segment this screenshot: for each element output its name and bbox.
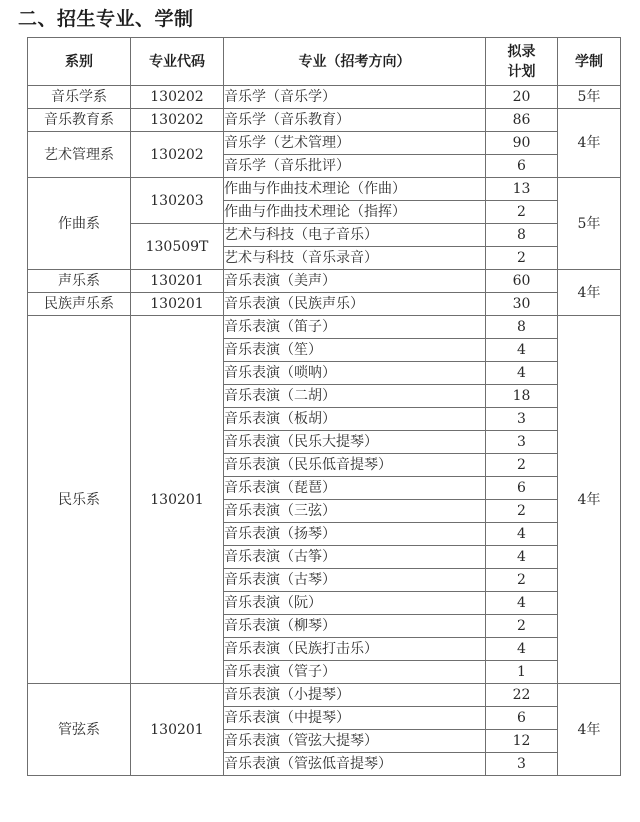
plan-cell: 18	[486, 385, 558, 408]
plan-cell: 86	[486, 109, 558, 132]
plan-cell: 13	[486, 178, 558, 201]
major-cell: 音乐表演（三弦）	[224, 500, 486, 523]
dept-cell: 声乐系	[28, 270, 131, 293]
table-row	[28, 316, 621, 339]
dept-cell: 音乐教育系	[28, 109, 131, 132]
table-row	[28, 132, 621, 155]
code-cell: 130201	[131, 270, 224, 293]
major-cell: 音乐表演（唢呐）	[224, 362, 486, 385]
major-cell: 音乐表演（管弦低音提琴）	[224, 753, 486, 776]
major-cell: 音乐表演（中提琴）	[224, 707, 486, 730]
plan-cell: 30	[486, 293, 558, 316]
plan-cell: 2	[486, 247, 558, 270]
major-cell: 音乐表演（美声）	[224, 270, 486, 293]
header-dept: 系别	[28, 38, 131, 86]
plan-cell: 4	[486, 362, 558, 385]
plan-cell: 1	[486, 661, 558, 684]
major-cell: 音乐学（艺术管理）	[224, 132, 486, 155]
major-cell: 音乐表演（二胡）	[224, 385, 486, 408]
major-cell: 艺术与科技（电子音乐）	[224, 224, 486, 247]
plan-cell: 4	[486, 523, 558, 546]
major-cell: 音乐学（音乐批评）	[224, 155, 486, 178]
code-cell: 130202	[131, 109, 224, 132]
dept-cell: 管弦系	[28, 684, 131, 776]
plan-cell: 4	[486, 638, 558, 661]
table-row	[28, 178, 621, 201]
header-code: 专业代码	[131, 38, 224, 86]
header-plan	[486, 38, 558, 86]
major-cell: 音乐表演（管弦大提琴）	[224, 730, 486, 753]
plan-cell: 4	[486, 339, 558, 362]
major-cell: 音乐表演（古琴）	[224, 569, 486, 592]
header-major: 专业（招考方向）	[224, 38, 486, 86]
table-row	[28, 684, 621, 707]
major-cell: 作曲与作曲技术理论（指挥）	[224, 201, 486, 224]
major-cell: 音乐表演（笛子）	[224, 316, 486, 339]
major-cell: 音乐表演（阮）	[224, 592, 486, 615]
years-cell: 5年	[558, 178, 621, 270]
plan-cell: 4	[486, 546, 558, 569]
years-cell: 4年	[558, 270, 621, 316]
plan-cell: 22	[486, 684, 558, 707]
code-cell: 130201	[131, 293, 224, 316]
code-cell: 130509T	[131, 224, 224, 270]
plan-cell: 2	[486, 201, 558, 224]
years-cell: 5年	[558, 86, 621, 109]
years-cell: 4年	[558, 316, 621, 684]
plan-cell: 6	[486, 155, 558, 178]
plan-cell: 3	[486, 408, 558, 431]
plan-cell: 6	[486, 477, 558, 500]
section-title: 二、招生专业、学制	[18, 8, 194, 30]
table-row	[28, 270, 621, 293]
code-cell: 130203	[131, 178, 224, 224]
major-cell: 音乐表演（民乐大提琴）	[224, 431, 486, 454]
dept-cell: 民乐系	[28, 316, 131, 684]
plan-cell: 2	[486, 615, 558, 638]
plan-cell: 2	[486, 454, 558, 477]
major-cell: 音乐表演（柳琴）	[224, 615, 486, 638]
major-cell: 音乐表演（笙）	[224, 339, 486, 362]
plan-cell: 60	[486, 270, 558, 293]
major-cell: 音乐学（音乐学）	[224, 86, 486, 109]
plan-cell: 3	[486, 431, 558, 454]
major-cell: 音乐表演（民乐低音提琴）	[224, 454, 486, 477]
header-plan-line1: 拟录	[507, 43, 536, 60]
dept-cell: 作曲系	[28, 178, 131, 270]
major-cell: 音乐表演（民族声乐）	[224, 293, 486, 316]
plan-cell: 2	[486, 569, 558, 592]
plan-cell: 8	[486, 316, 558, 339]
code-cell: 130202	[131, 86, 224, 109]
major-cell: 艺术与科技（音乐录音）	[224, 247, 486, 270]
table-row	[28, 109, 621, 132]
plan-cell: 3	[486, 753, 558, 776]
years-cell: 4年	[558, 684, 621, 776]
header-row	[28, 38, 621, 86]
table-row	[28, 293, 621, 316]
code-cell: 130202	[131, 132, 224, 178]
major-cell: 音乐学（音乐教育）	[224, 109, 486, 132]
major-cell: 音乐表演（民族打击乐）	[224, 638, 486, 661]
plan-cell: 20	[486, 86, 558, 109]
major-cell: 音乐表演（管子）	[224, 661, 486, 684]
dept-cell: 音乐学系	[28, 86, 131, 109]
code-cell: 130201	[131, 684, 224, 776]
admissions-plan-table	[27, 37, 621, 776]
major-cell: 音乐表演（琵琶）	[224, 477, 486, 500]
dept-cell: 艺术管理系	[28, 132, 131, 178]
plan-cell: 12	[486, 730, 558, 753]
major-cell: 作曲与作曲技术理论（作曲）	[224, 178, 486, 201]
major-cell: 音乐表演（古筝）	[224, 546, 486, 569]
header-plan-line2: 计划	[507, 63, 536, 80]
years-cell: 4年	[558, 109, 621, 178]
plan-cell: 90	[486, 132, 558, 155]
major-cell: 音乐表演（扬琴）	[224, 523, 486, 546]
dept-cell: 民族声乐系	[28, 293, 131, 316]
major-cell: 音乐表演（小提琴）	[224, 684, 486, 707]
header-years: 学制	[558, 38, 621, 86]
table-row	[28, 86, 621, 109]
plan-cell: 4	[486, 592, 558, 615]
plan-cell: 2	[486, 500, 558, 523]
plan-cell: 6	[486, 707, 558, 730]
major-cell: 音乐表演（板胡）	[224, 408, 486, 431]
code-cell: 130201	[131, 316, 224, 684]
plan-cell: 8	[486, 224, 558, 247]
